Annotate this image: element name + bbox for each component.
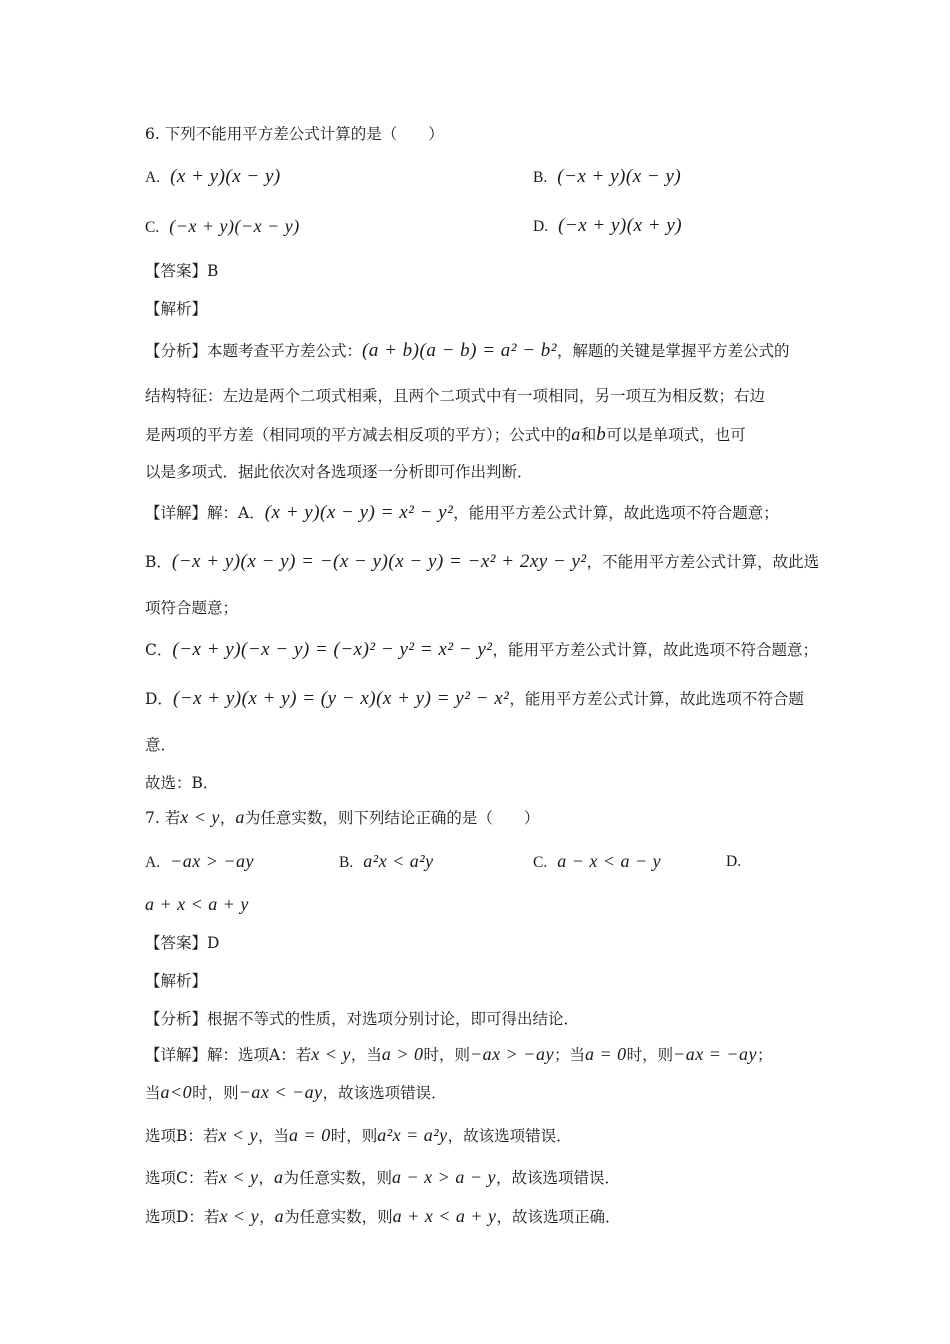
q6-xiangjie-c: C．(−x + y)(−x − y) = (−x)² − y² = x² − y²，能用平方差公式计算，故此选项不符合题意； (145, 639, 818, 660)
q7-xiangjie-c: 选项C：若x < y，a为任意实数，则a − x > a − y，故该选项错误． (145, 1167, 620, 1187)
q6-option-c: C. (−x + y)(−x − y) (145, 216, 300, 236)
q7-xiangjie-b: 选项B：若x < y，当a = 0时，则a²x = a²y，故该选项错误． (145, 1125, 572, 1145)
q6-xiangjie-b-cont: 项符合题意； (145, 599, 239, 617)
q6-conclusion: 故选：B． (145, 774, 219, 792)
q6-fenxi-line-4: 以是多项式．据此依次对各选项逐一分析即可作出判断． (145, 463, 533, 481)
q7-fenxi: 【分析】根据不等式的性质，对选项分别讨论，即可得出结论． (145, 1010, 580, 1028)
q6-xiangjie-d: D．(−x + y)(x + y) = (y − x)(x + y) = y² − x²，能用平方差公式计算，故此选项不符合题 (145, 688, 804, 709)
q6-stem: 6. 下列不能用平方差公式计算的是（ ） (145, 125, 444, 143)
q7-xiangjie-a-line-2: 当a<0时，则−ax < −ay，故该选项错误． (145, 1082, 447, 1102)
q6-fenxi-line-1: 【分析】本题考查平方差公式：(a + b)(a − b) = a² − b²，解题的关键是掌握平方差公式的 (145, 340, 790, 361)
q7-option-a: A. −ax > −ay (145, 851, 254, 871)
q6-option-d: D. (−x + y)(x + y) (533, 215, 683, 236)
q7-analysis-heading: 【解析】 (145, 972, 208, 990)
q7-xiangjie-a-line-1: 【详解】解：选项A：若x < y，当a > 0时，则−ax > −ay；当a = 0时，则−ax = −ay； (145, 1044, 773, 1064)
q7-answer: 【答案】D (145, 934, 220, 952)
q6-fenxi-line-3: 是两项的平方差（相同项的平方减去相反项的平方）；公式中的a和b可以是单项式，也可 (145, 424, 746, 445)
q6-answer: 【答案】B (145, 262, 219, 280)
q6-xiangjie-a: 【详解】解：A．(x + y)(x − y) = x² − y²，能用平方差公式计算，故此选项不符合题意； (145, 502, 779, 523)
q7-option-b: B. a²x < a²y (339, 851, 434, 871)
q7-option-d: a + x < a + y (145, 894, 249, 914)
q7-stem: 7. 若x < y，a为任意实数，则下列结论正确的是（ ） (145, 807, 540, 827)
q6-option-a: A. (x + y)(x − y) (145, 166, 281, 187)
q6-fenxi-line-2: 结构特征：左边是两个二项式相乘，且两个二项式中有一项相同，另一项互为相反数；右边 (145, 387, 766, 405)
q6-option-b: B. (−x + y)(x − y) (533, 166, 682, 187)
q7-xiangjie-d: 选项D：若x < y，a为任意实数，则a + x < a + y，故该选项正确． (145, 1206, 621, 1226)
q6-xiangjie-b: B．(−x + y)(x − y) = −(x − y)(x − y) = −x² + 2xy − y²，不能用平方差公式计算，故此选 (145, 551, 820, 572)
q7-option-d-label: D. (726, 853, 742, 870)
q6-xiangjie-d-cont: 意． (145, 736, 177, 754)
q7-option-c: C. a − x < a − y (533, 851, 662, 871)
q6-analysis-heading: 【解析】 (145, 300, 208, 318)
